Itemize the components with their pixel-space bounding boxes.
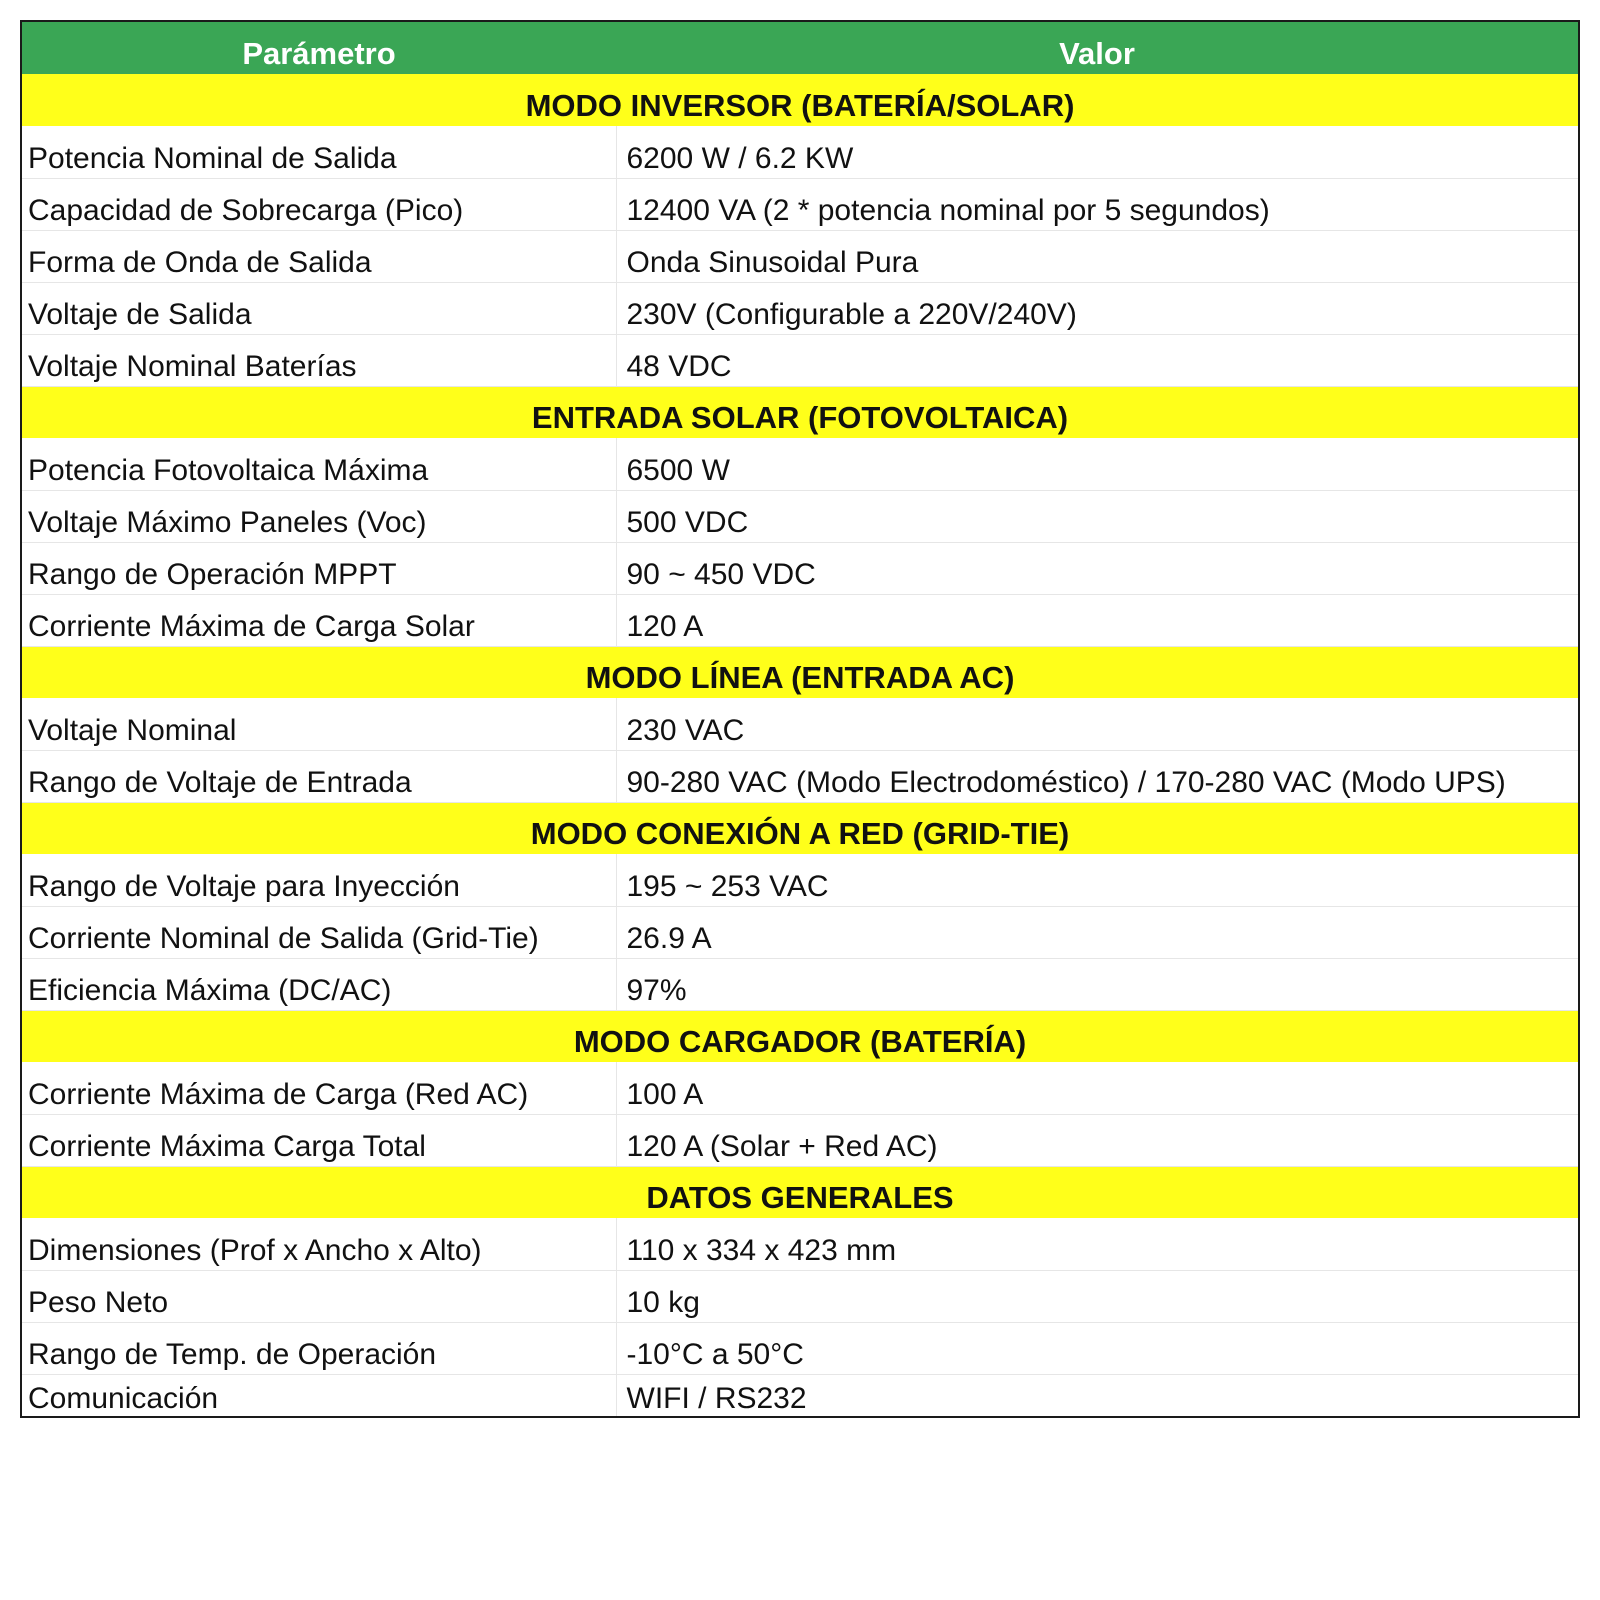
- section-title: MODO INVERSOR (BATERÍA/SOLAR): [22, 74, 1578, 126]
- value-cell: 120 A (Solar + Red AC): [616, 1114, 1578, 1166]
- param-cell: Rango de Temp. de Operación: [22, 1322, 616, 1374]
- section-header-row: [22, 646, 1578, 698]
- table-row: [22, 906, 1578, 958]
- value-cell: WIFI / RS232: [626, 1382, 807, 1415]
- param-cell: Rango de Operación MPPT: [22, 542, 616, 594]
- table-body: [22, 74, 1578, 1416]
- section-header-row: [22, 802, 1578, 854]
- section-header-row: [22, 74, 1578, 126]
- table-row: [22, 490, 1578, 542]
- header-value: Valor: [616, 22, 1578, 74]
- value-cell: 120 A: [616, 594, 1578, 646]
- param-cell: Corriente Máxima de Carga Solar: [22, 594, 616, 646]
- value-cell: -10°C a 50°C: [616, 1322, 1578, 1374]
- table-row: [22, 1374, 1578, 1416]
- value-cell: 97%: [616, 958, 1578, 1010]
- section-header-row: [22, 1166, 1578, 1218]
- param-cell: Forma de Onda de Salida: [22, 230, 616, 282]
- table-row: [22, 230, 1578, 282]
- param-cell: Rango de Voltaje de Entrada: [22, 750, 616, 802]
- param-cell: Voltaje Máximo Paneles (Voc): [22, 490, 616, 542]
- value-cell: 48 VDC: [616, 334, 1578, 386]
- table-row: [22, 750, 1578, 802]
- table-row: [22, 1062, 1578, 1114]
- spec-table: [22, 22, 1578, 1416]
- section-title: ENTRADA SOLAR (FOTOVOLTAICA): [22, 386, 1578, 438]
- param-cell: Eficiencia Máxima (DC/AC): [22, 958, 616, 1010]
- param-cell: Voltaje Nominal: [22, 698, 616, 750]
- spec-table-container: [20, 20, 1580, 1418]
- param-cell: Potencia Fotovoltaica Máxima: [22, 438, 616, 490]
- value-cell: 12400 VA (2 * potencia nominal por 5 segundos): [616, 178, 1578, 230]
- value-cell: 500 VDC: [616, 490, 1578, 542]
- param-cell: Corriente Máxima Carga Total: [22, 1114, 616, 1166]
- table-row: [22, 542, 1578, 594]
- header-row: [22, 22, 1578, 74]
- value-cell: 195 ~ 253 VAC: [616, 854, 1578, 906]
- param-cell: Potencia Nominal de Salida: [22, 126, 616, 178]
- param-cell: Corriente Nominal de Salida (Grid-Tie): [22, 906, 616, 958]
- value-cell: 230 VAC: [616, 698, 1578, 750]
- table-row: [22, 334, 1578, 386]
- param-cell: Rango de Voltaje para Inyección: [22, 854, 616, 906]
- section-title: MODO CARGADOR (BATERÍA): [22, 1010, 1578, 1062]
- param-cell: Capacidad de Sobrecarga (Pico): [22, 178, 616, 230]
- table-row: [22, 438, 1578, 490]
- table-row: [22, 126, 1578, 178]
- table-row: [22, 282, 1578, 334]
- value-cell: 10 kg: [616, 1270, 1578, 1322]
- value-cell: 6200 W / 6.2 KW: [616, 126, 1578, 178]
- section-header-row: [22, 386, 1578, 438]
- value-cell: 26.9 A: [616, 906, 1578, 958]
- param-cell: Dimensiones (Prof x Ancho x Alto): [22, 1218, 616, 1270]
- value-cell: Onda Sinusoidal Pura: [616, 230, 1578, 282]
- value-cell: 90 ~ 450 VDC: [616, 542, 1578, 594]
- table-row: [22, 1270, 1578, 1322]
- table-row: [22, 698, 1578, 750]
- header-param: Parámetro: [22, 22, 616, 74]
- param-cell: Comunicación: [22, 1374, 616, 1416]
- table-row: [22, 854, 1578, 906]
- value-cell: 110 x 334 x 423 mm: [616, 1218, 1578, 1270]
- value-cell: 6500 W: [616, 438, 1578, 490]
- table-row: [22, 1218, 1578, 1270]
- value-cell: 90-280 VAC (Modo Electrodoméstico) / 170-280 VAC (Modo UPS): [616, 750, 1578, 802]
- param-cell: Corriente Máxima de Carga (Red AC): [22, 1062, 616, 1114]
- section-title: DATOS GENERALES: [22, 1166, 1578, 1218]
- table-row: [22, 1114, 1578, 1166]
- table-row: [22, 1322, 1578, 1374]
- section-header-row: [22, 1010, 1578, 1062]
- table-row: [22, 178, 1578, 230]
- param-cell: Peso Neto: [22, 1270, 616, 1322]
- table-row: [22, 594, 1578, 646]
- value-cell: 100 A: [616, 1062, 1578, 1114]
- table-row: [22, 958, 1578, 1010]
- section-title: MODO CONEXIÓN A RED (GRID-TIE): [22, 802, 1578, 854]
- param-cell: Voltaje Nominal Baterías: [22, 334, 616, 386]
- section-title: MODO LÍNEA (ENTRADA AC): [22, 646, 1578, 698]
- param-cell: Voltaje de Salida: [22, 282, 616, 334]
- value-cell: 230V (Configurable a 220V/240V): [616, 282, 1578, 334]
